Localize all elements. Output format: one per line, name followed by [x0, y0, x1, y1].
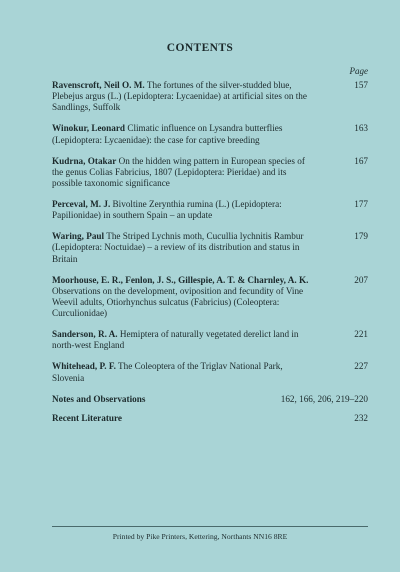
contents-list	[52, 80, 368, 432]
contents-entry	[52, 123, 368, 145]
contents-entry	[52, 80, 368, 114]
entry-title: Bivoltine Zerynthia rumina (L.) (Lepidoptera: Papilionidae) in southern Spain – an update	[52, 199, 282, 221]
contents-entry	[52, 199, 368, 221]
entry-author: Waring, Paul	[52, 231, 105, 242]
entry-page: 207	[354, 274, 368, 285]
entry-author: Whitehead, P. F.	[52, 361, 116, 372]
entry-author: Sanderson, R. A.	[52, 329, 118, 340]
entry-author: Moorhouse, E. R., Fenlon, J. S., Gillespie, A. T. & Charnley, A. K.	[52, 274, 309, 285]
entry-title: The Coleoptera of the Triglav National Park, Slovenia	[52, 361, 283, 383]
entry-title: The fortunes of the silver-studded blue, Plebejus argus (L.) (Lepidoptera: Lycaenidae) at artificial sites on the Sandlings, Suffolk	[52, 80, 307, 113]
notes-entry	[52, 394, 368, 405]
printer-credit: Printed by Pike Printers, Kettering, Northants NN16 8RE	[112, 532, 288, 541]
entry-page: 167	[354, 155, 368, 166]
entry-page: 179	[354, 231, 368, 242]
entry-page: 221	[354, 329, 368, 340]
contents-entry	[52, 156, 368, 190]
page-title: CONTENTS	[166, 42, 234, 54]
entry-author: Kudrna, Otakar	[52, 155, 117, 166]
contents-entry	[52, 275, 368, 320]
entry-author: Winokur, Leonard	[52, 123, 126, 134]
footer-divider	[52, 526, 368, 527]
entry-author: Ravenscroft, Neil O. M.	[52, 80, 145, 90]
contents-entry	[52, 231, 368, 265]
entry-title: The Striped Lychnis moth, Cucullia lychnitis Rambur (Lepidoptera: Noctuidae) – a review of its distribution and status in Britain	[52, 231, 304, 264]
notes-label: Notes and Observations	[52, 393, 146, 404]
entry-title: On the hidden wing pattern in European species of the genus Colias Fabricius, 1807 (Lepidoptera: Pieridae) and its possible taxonomic significance	[52, 155, 305, 189]
entry-title: Hemiptera of naturally vegetated derelict land in north-west England	[52, 329, 299, 351]
entry-page: 157	[354, 80, 368, 90]
notes-pages: 162, 166, 206, 219–220	[280, 393, 368, 404]
entry-title: Observations on the development, oviposition and fecundity of Vine Weevil adults, Otiorhynchus sulcatus (Fabricius) (Coleoptera: Curculionidae)	[52, 285, 304, 319]
entry-author: Perceval, M. J.	[52, 199, 111, 210]
entry-page: 163	[354, 123, 368, 134]
recent-literature-label: Recent Literature	[52, 412, 122, 423]
recent-literature-entry	[52, 413, 368, 424]
entry-page: 177	[354, 199, 368, 210]
entry-page: 227	[354, 361, 368, 372]
page-column-heading: Page	[349, 66, 368, 76]
recent-literature-page: 232	[354, 412, 368, 423]
entry-title: Climatic influence on Lysandra butterflies (Lepidoptera: Lycaenidae): the case for captive breeding	[52, 123, 283, 145]
contents-entry	[52, 329, 368, 351]
contents-entry	[52, 361, 368, 383]
